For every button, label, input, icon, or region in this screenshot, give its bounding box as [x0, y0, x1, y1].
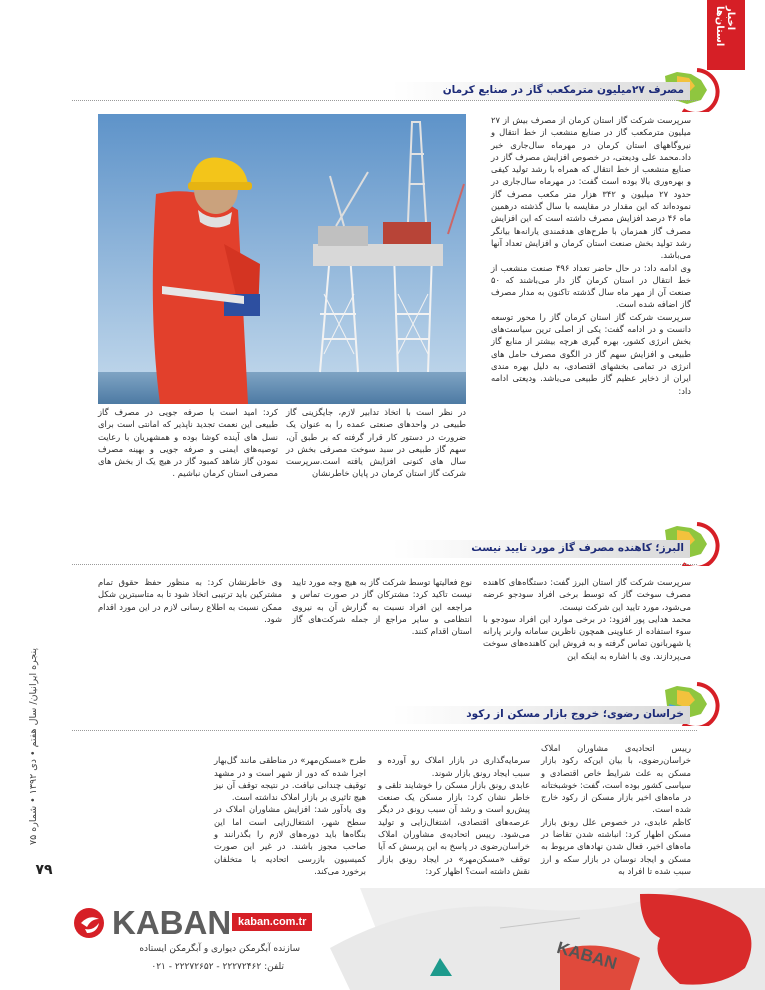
article-1-title-bar	[392, 82, 690, 100]
article-3-column-mid-left	[214, 742, 366, 890]
ad-tagline: سازنده آبگرمکن دیواری و آبگرمکن ایستاده	[139, 944, 300, 954]
paragraph: نوع فعالیتها توسط شرکت گاز به هیچ وجه مورد تایید نیست تاکید کرد: مشترکان گاز در صورت تماس و مراجعه این افراد نسبت به گزارش آن به نیروی انتظامی و سایر مراجع از جمله شرکت‌های گاز استان اقدام کنند.	[292, 577, 472, 637]
magazine-info: پنجره ایرانیان/ سال هفتم • دی ۱۳۹۲ • شماره ۷۵	[28, 648, 39, 845]
paragraph: کرد: امید است با صرفه جویی در مصرف گاز طبیعی این نعمت تجدید ناپذیر که امانتی است برای نسل های آینده کوشا بوده و همشهریان با رعایت توصیه‌های ایمنی و صرفه جویی و بهینه مصرف نمودن گاز شاهد کمبود گاز در هیچ یک از بخش های مصرفی استان کرمان نباشیم .	[98, 407, 278, 479]
paragraph: سرپرست شرکت گاز استان کرمان از مصرف بیش از ۲۷ میلیون مترمکعب گاز در صنایع منشعب از خط انتقال و نیروگاههای استان کرمان در مهرماه سال‌جاری خبر داد.محمد علی ودیعتی، در خصوص افزایش مصرف گاز در صنایع منشعب از خط انتقال که همراه با رشد تولید کیفی و بهره‌وری بالا بوده است گفت: در مهرماه سال‌جاری در حدود ۲۷ میلیون و ۳۴۲ هزار متر مکعب مصرف گاز نموده‌اند که این مقدار در مقایسه با سال گذشته درهمین ماه ۴۶ درصد افزایش مصرف داشته است که این افزایش مصرف گاز همزمان با طرح‌های هدفمندی یارانه‌ها بیانگر رشد تولید بخش صنعت استان کرمان و افزایش تعداد آنها می‌باشد.	[491, 115, 691, 261]
article-2-column-left	[98, 576, 282, 625]
article-1-title: مصرف ۲۷میلیون مترمکعب گاز در صنایع کرمان	[442, 84, 684, 96]
article-3-title: خراسان رضوی؛ خروج بازار مسکن از رکود	[466, 708, 684, 720]
article-1-column-left	[98, 406, 278, 480]
article-3-divider	[72, 730, 697, 732]
article-1-column-middle	[286, 406, 466, 480]
article-3-column-right	[541, 742, 691, 877]
paragraph: سرپرست شرکت گاز استان البرز گفت: دستگاه‌های کاهنده مصرف سوخت گاز که توسط برخی افراد سودجو عرضه می‌شود، مورد تایید این شرکت نیست.	[483, 577, 691, 612]
paragraph: وی خاطرنشان کرد: به منظور حفظ حقوق تمام مشترکین باید ترتیبی اتخاذ شود تا به متاسبترین شکل ممکن نسبت به اطلاع رسانی لازم در این مورد اقدام شود.	[98, 577, 282, 624]
article-2-title: البرز؛ کاهنده مصرف گاز مورد تایید نیست	[471, 542, 684, 554]
paragraph: وی ادامه داد: در حال حاضر تعداد ۴۹۶ صنعت منشعب از خط انتقال در استان کرمان گاز دار می‌باشند که ۵۰ صنعت آن از مهر ماه سال گذشته تاکنون به مدار مصرف گاز اضافه شده است.	[491, 262, 691, 310]
kaban-logo-icon	[72, 906, 112, 940]
ad-brand: KABAN	[112, 904, 232, 941]
ad-website[interactable]: kaban.com.tr	[232, 913, 312, 931]
paragraph: کاظم عابدی، در خصوص علل رونق بازار مسکن اظهار کرد: انباشته شدن تقاضا در ماه‌های اخیر، فعال شدن نهادهای مربوط به مسکن و ایجاد نوسان در بازار سکه و ارز سبب شده تا افراد به	[541, 816, 691, 876]
ad-phones: تلفن: ۲۲۲۷۲۴۶۲ - ۲۲۲۷۲۶۵۲ - ۰۲۱	[151, 962, 284, 972]
section-tab	[707, 0, 745, 70]
article-2-column-middle	[292, 576, 472, 637]
article-3-title-bar	[392, 706, 690, 724]
paragraph: سرمایه‌گذاری در بازار املاک رو آورده و سبب ایجاد رونق بازار شوند. عابدی رونق بازار مسکن را خوشایند تلقی و خاطر نشان کرد: بازار مسکن یک صنعت پیش‌رو است و رشد آن سبب رونق در دیگر عرصه‌های اقتصادی، اشتغال‌زایی و تولید می‌شود. رییس اتحادیه‌ی مشاوران املاک خراسان‌رضوی در پاسخ به این پرسش که آیا توقف «مسکن‌مهر» در ایجاد رونق بازار نقش داشته است؟ اظهار کرد:	[378, 755, 530, 876]
article-2-title-bar	[392, 540, 690, 558]
paragraph: سرپرست شرکت گاز استان کرمان گاز را محور توسعه دانست و در ادامه گفت: یکی از اصلی ترین سیاست‌های بخش انرژی کشور، بهره گیری هرچه بیشتر از منابع گاز طبیعی و افزایش سهم گاز در الگوی مصرف حامل های انرژی در تمامی بخشهای اقتصادی، به دلیل بهره مندی ایران از ذخایر عظیم گاز طبیعی می‌باشد. ودیعتی ادامه داد:	[491, 311, 691, 396]
paragraph: رییس اتحادیه‌ی مشاوران املاک خراسان‌رضوی، با بیان این‌که رکود بازار مسکن به علت شرایط خاص اقتصادی و سیاسی کشور بوده است، گفت: خوشبختانه در ماه‌های اخیر بازار مسکن از رکود خارج شده است.	[541, 743, 691, 815]
article-1-divider	[72, 100, 697, 102]
article-2-divider	[72, 564, 697, 566]
article-2-column-right	[483, 576, 691, 662]
kaban-advertisement	[0, 888, 765, 990]
article-3-column-mid-right	[378, 742, 530, 890]
ad-map-label: KABAN	[554, 938, 620, 974]
page-number: ۷۹	[35, 862, 53, 878]
paragraph: طرح «مسکن‌مهر» در مناطقی مانند گل‌بهار اجرا شده که دور از شهر است و در مشهد توقیف چندانی نیافت. در نتیجه توقف آن نیز هیچ تاثیری بر بازار املاک نداشته است. وی یادآور شد: افزایش مشاوران املاک در سطح شهر، اشتغال‌زایی است اما این بنگاه‌ها باید دوره‌های لازم را بگذرانند و صاحب مجوز باشند. در غیر این صورت کمیسیون بازرسی اتحادیه با متخلفان برخورد می‌کند.	[214, 755, 366, 876]
paragraph: محمد هدایی پور افزود: در برخی موارد این افراد سودجو با سوء استفاده از عناوینی همچون ناظرین سامانه وارنر پارانه یا شهربانون تماس گرفته و به فروش این کاهنده‌های سوخت می‌پردازند. وی با اشاره به اینکه این	[483, 613, 691, 661]
article-1-column-right	[491, 114, 691, 397]
paragraph: در نظر است با اتخاذ تدابیر لازم، جایگزینی گاز طبیعی در واحدهای صنعتی عمده را به عنوان یک ضرورت در دستور کار قرار گرفته که بر طبق آن، سهم گاز طبیعی در سبد سوخت مصرفی بخش در سال های کنونی افزایش یافته است.سرپرست شرکت گاز استان کرمان در پایان خاطرنشان	[286, 407, 466, 479]
gas-platform-photo	[98, 114, 466, 404]
section-label: اخبار استان‌ها	[714, 6, 736, 47]
